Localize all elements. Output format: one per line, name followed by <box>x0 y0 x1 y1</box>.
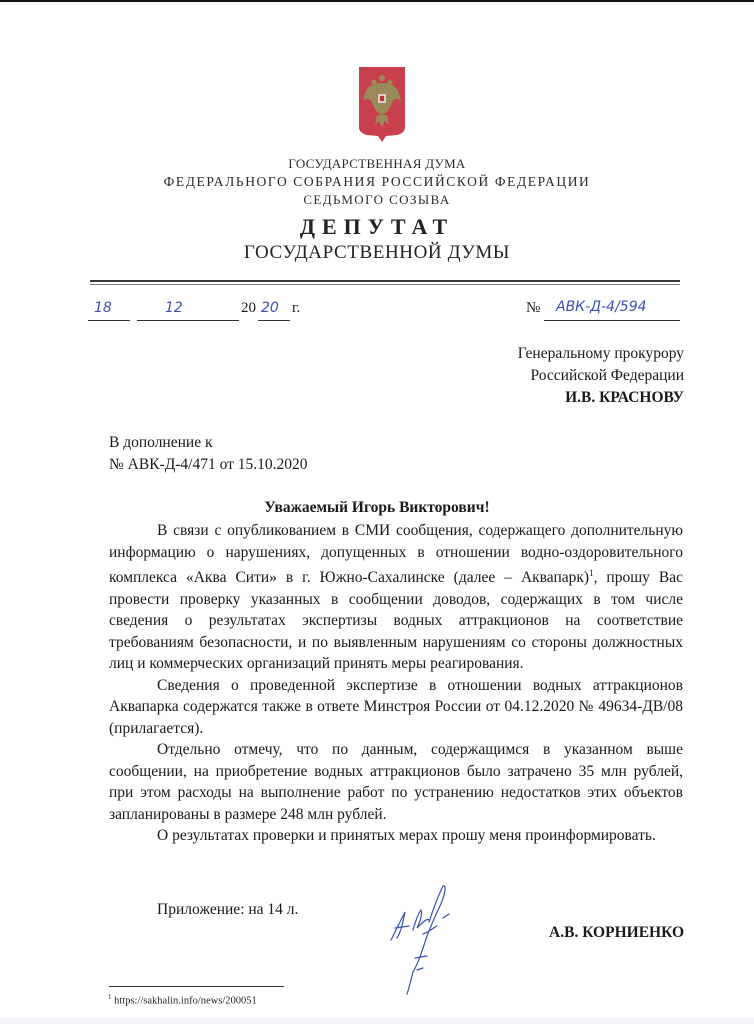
letterhead-subtitle: ГОСУДАРСТВЕННОЙ ДУМЫ <box>243 242 511 263</box>
letterhead-title: ДЕПУТАТ <box>299 214 455 239</box>
reference-intro: В дополнение к <box>109 434 213 451</box>
header-divider-thin <box>90 284 680 285</box>
addressee-org: Российской Федерации <box>530 367 684 384</box>
footnote-ref: 1 <box>589 568 594 578</box>
date-year-prefix: 20 <box>241 300 256 316</box>
paragraph-request <box>109 520 683 675</box>
date-month: 12 <box>165 300 183 316</box>
reference-block <box>109 432 308 476</box>
addressee-name: И.В. КРАСНОВУ <box>565 389 684 406</box>
paragraph-expertise: Сведения о проведенной экспертизе в отношении водных аттракционов Аквапарка содержатся также в ответе Минстроя России от 04.12.2020 № 49634-ДВ/08 (прилагается). <box>109 676 683 737</box>
paragraph-inform: О результатах проверки и принятых мерах прошу меня проинформировать. <box>157 827 656 845</box>
number-label: № <box>526 300 541 316</box>
signer-name: А.В. КОРНИЕНКО <box>549 924 684 941</box>
org-line-convocation: СЕДЬМОГО СОЗЫВА <box>303 192 451 207</box>
date-year-mark: г. <box>292 300 301 316</box>
scan-top-edge <box>0 0 754 2</box>
footnote <box>108 993 257 1007</box>
handwritten-signature-icon <box>383 882 473 997</box>
footnote-divider <box>109 986 284 987</box>
org-line-federal-assembly: ФЕДЕРАЛЬНОГО СОБРАНИЯ РОССИЙСКОЙ ФЕДЕРАЦИИ <box>163 174 591 189</box>
footnote-mark: 1 <box>108 993 112 1001</box>
addressee-position: Генеральному прокурору <box>517 345 684 362</box>
header-divider <box>90 280 680 282</box>
scan-bottom-edge <box>0 1018 754 1024</box>
paragraph-request-text: В связи с опубликованием в СМИ сообщения, содержащего дополнительную информацию о нарушениях, допущенных в отношении водно-оздоровительного комплекса «Аква Сити» в г. Южно-Сахалинске (далее – Аквапарк) <box>109 522 683 587</box>
letter-body <box>109 520 683 847</box>
number-value: АВК-Д-4/594 <box>556 299 647 315</box>
footnote-link[interactable]: https://sakhalin.info/news/200051 <box>114 995 257 1007</box>
date-year-suffix: 20 <box>261 300 279 316</box>
attachment-note: Приложение: на 14 л. <box>157 901 299 918</box>
paragraph-request-text-cont: , прошу Вас провести проверку указанных в сообщении доводов, содержащих в том числе сведения о результатах экспертизы водных аттракционов на соответствие требованиям безопасности, и по выявленным нарушениям со стороны должностных лиц и коммерческих организаций принять меры реагирования. <box>109 569 683 673</box>
date-month-blank <box>137 298 239 321</box>
addressee-block <box>518 343 684 409</box>
salutation: Уважаемый Игорь Викторович! <box>264 499 490 516</box>
org-line-duma: ГОСУДАРСТВЕННАЯ ДУМА <box>288 156 466 171</box>
paragraph-costs: Отдельно отмечу, что по данным, содержащимся в указанном выше сообщении, на приобретение водных аттракционов было затрачено 35 млн рублей, при этом расходы на выполнение работ по устранению недостатков этих объектов запланированы в размере 248 млн рублей. <box>109 741 683 823</box>
russian-coat-of-arms-icon <box>357 65 407 143</box>
date-day: 18 <box>94 300 112 316</box>
reference-number: № АВК-Д-4/471 от 15.10.2020 <box>109 456 308 473</box>
